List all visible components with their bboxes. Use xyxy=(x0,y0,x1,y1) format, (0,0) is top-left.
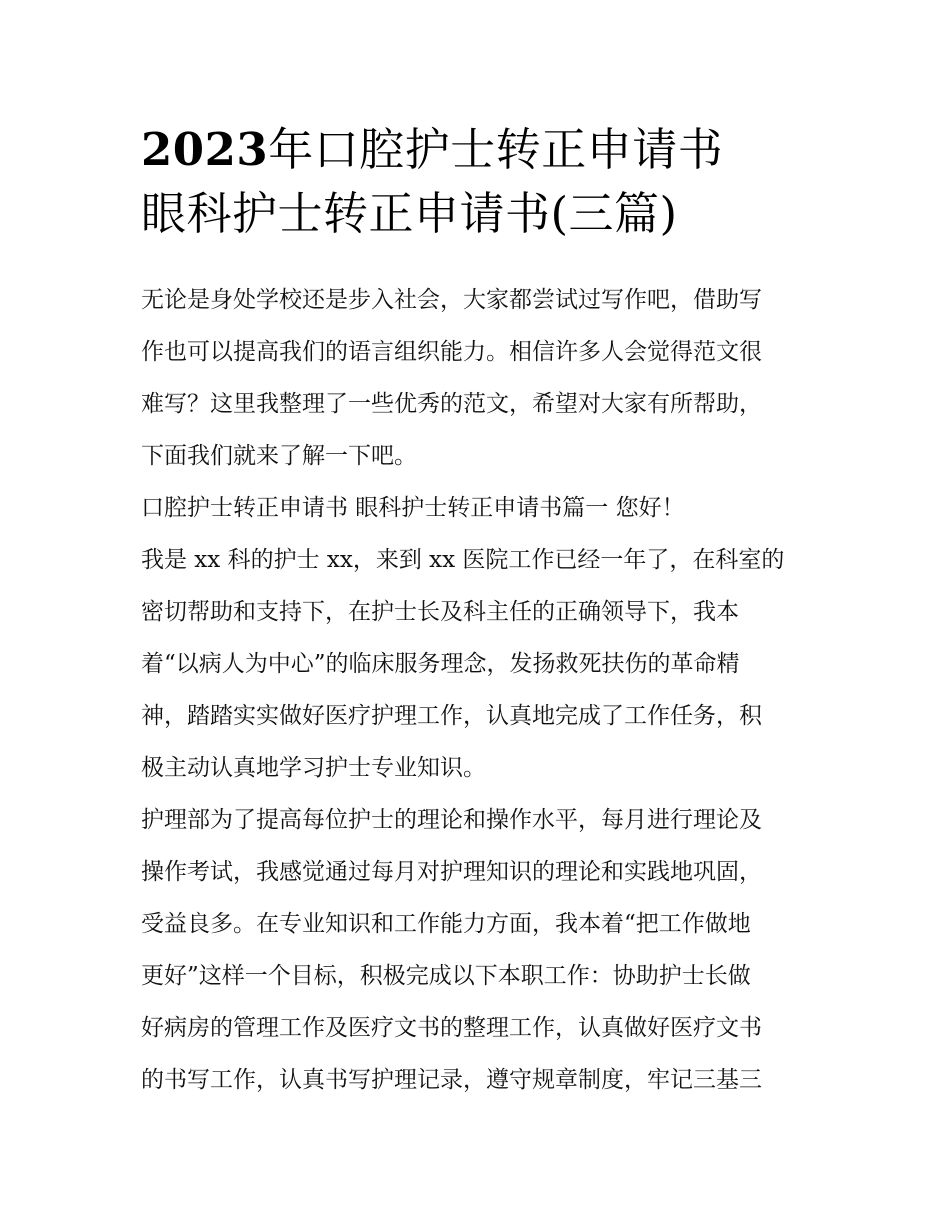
body-line: 好病房的管理工作及医疗文书的整理工作，认真做好医疗文书 xyxy=(141,1015,762,1041)
section-heading-line: 口腔护士转正申请书 眼科护士转正申请书篇一 您好！ xyxy=(141,495,685,521)
body-line: 极主动认真地学习护士专业知识。 xyxy=(141,755,486,781)
body-line: 护理部为了提高每位护士的理论和操作水平，每月进行理论及 xyxy=(141,807,762,833)
title-line-1-text: 年口腔护士转正申请书 xyxy=(268,123,724,176)
document-title xyxy=(141,118,821,246)
body-line: 操作考试，我感觉通过每月对护理知识的理论和实践地巩固， xyxy=(141,859,762,885)
body-line: 我是 xx 科的护士 xx，来到 xx 医院工作已经一年了，在科室的 xyxy=(141,547,785,573)
body-line: 的书写工作，认真书写护理记录，遵守规章制度，牢记三基三 xyxy=(141,1067,762,1093)
body-line: 难写？这里我整理了一些优秀的范文，希望对大家有所帮助， xyxy=(141,391,762,417)
title-line-2: 眼科护士转正申请书(三篇) xyxy=(141,187,678,240)
title-year: 2023 xyxy=(141,123,269,176)
title-line-1 xyxy=(141,118,821,182)
body-line: 着“以病人为中心”的临床服务理念，发扬救死扶伤的革命精 xyxy=(141,651,740,677)
body-line: 作也可以提高我们的语言组织能力。相信许多人会觉得范文很 xyxy=(141,339,762,365)
body-line: 受益良多。在专业知识和工作能力方面，我本着“把工作做地 xyxy=(141,911,751,937)
document-body xyxy=(141,281,821,1113)
body-line: 神，踏踏实实做好医疗护理工作，认真地完成了工作任务，积 xyxy=(141,703,762,729)
body-line: 密切帮助和支持下，在护士长及科主任的正确领导下，我本 xyxy=(141,599,739,625)
body-line: 下面我们就来了解一下吧。 xyxy=(141,443,417,469)
body-line: 无论是身处学校还是步入社会，大家都尝试过写作吧，借助写 xyxy=(141,287,762,313)
body-line: 更好”这样一个目标，积极完成以下本职工作：协助护士长做 xyxy=(141,963,751,989)
